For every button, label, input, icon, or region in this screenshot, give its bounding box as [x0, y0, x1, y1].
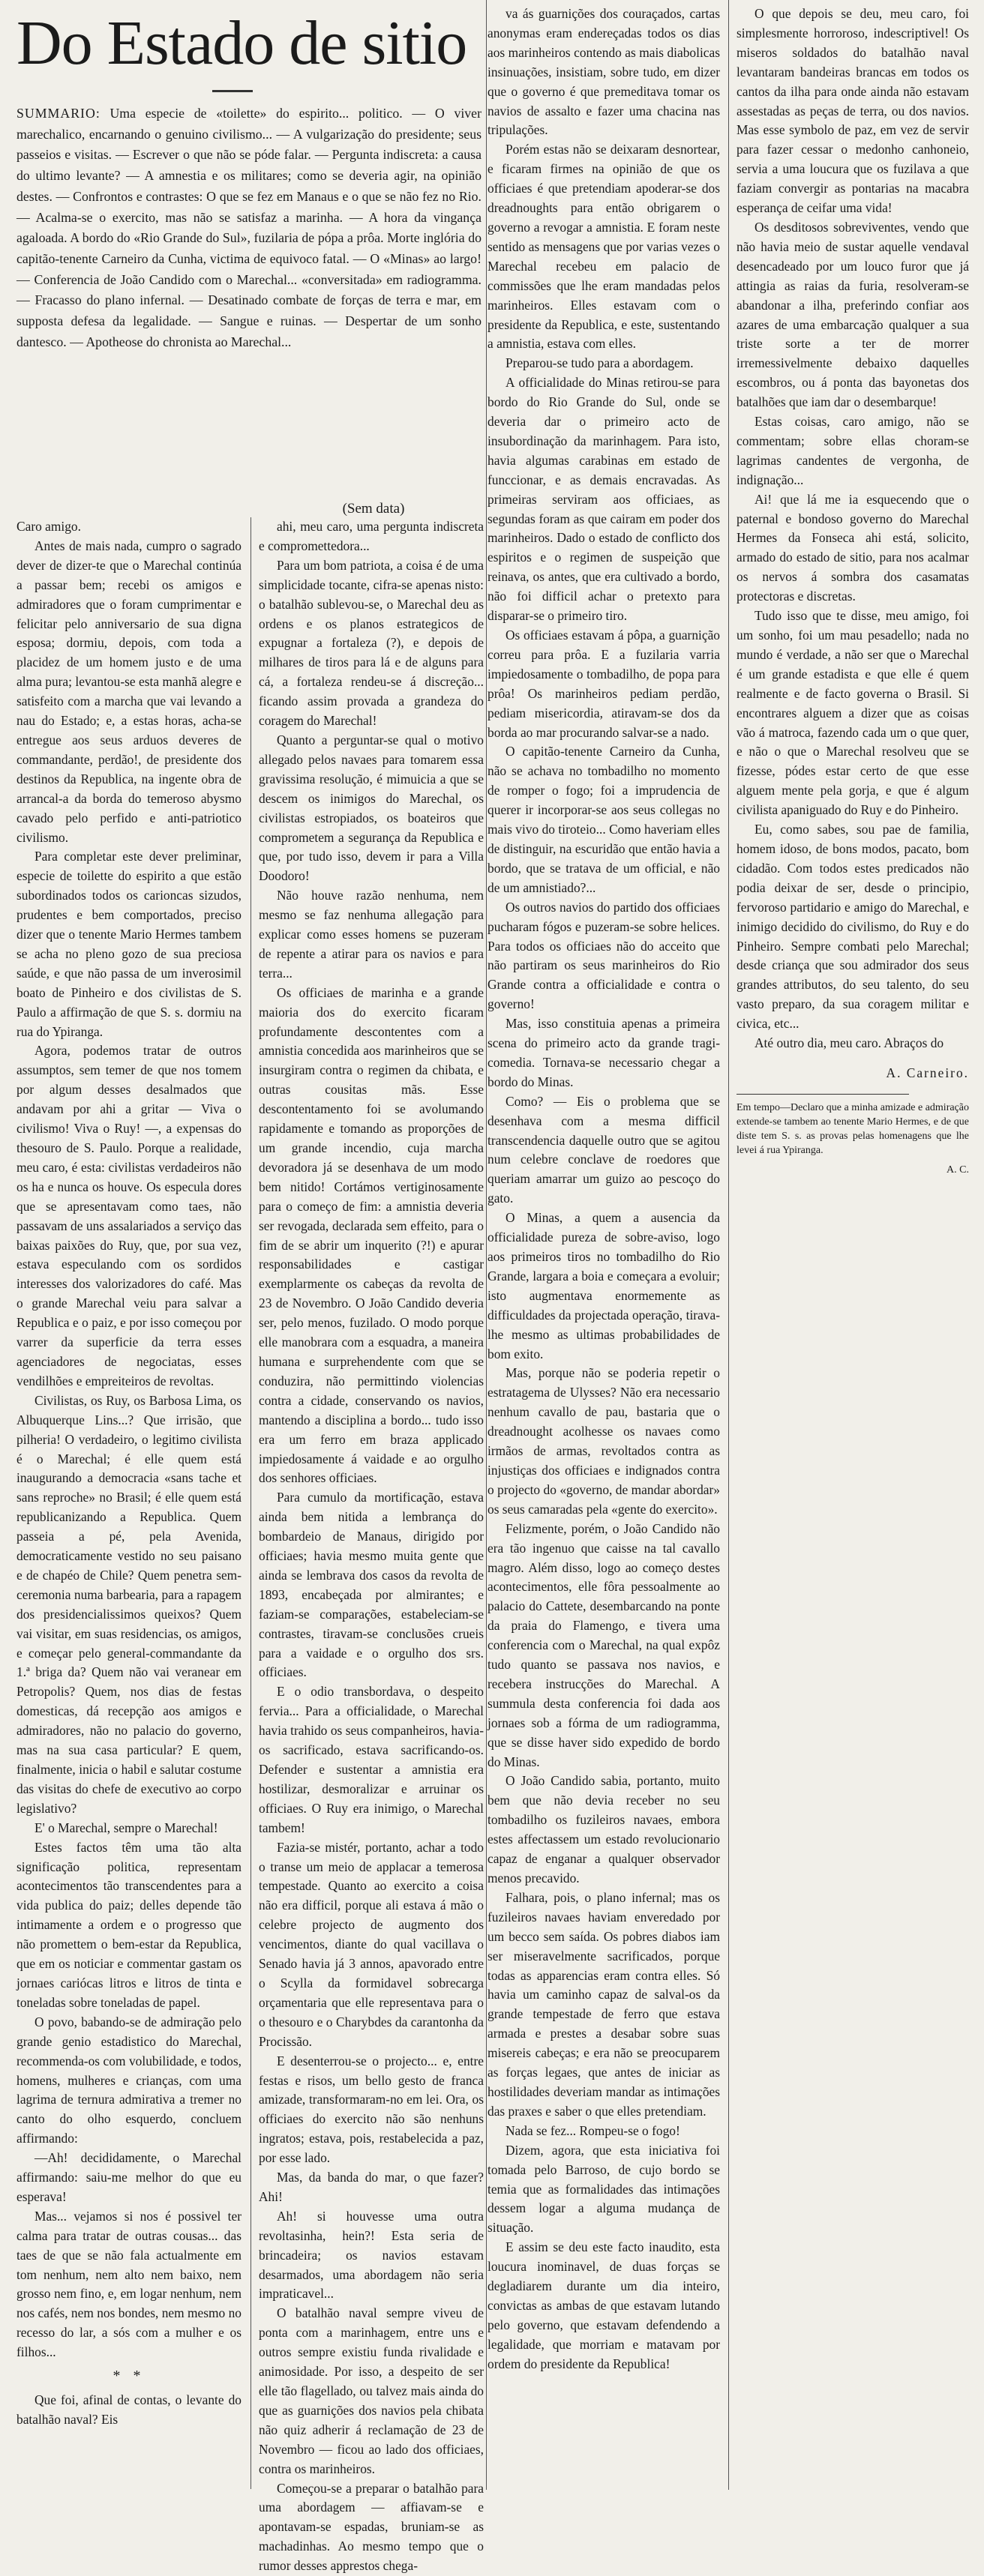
paragraph: Não houve razão nenhuma, nem mesmo se faz nenhuma allegação para explicar como esses homens se puzeram de repente a atirar para os navios e para terra... — [259, 888, 484, 981]
paragraph: Para completar este dever preliminar, especie de toilette do espirito a que estão subordinados todos os carioncas sizudos, prudentes e bem comportados, preciso dizer que o tenente Mario Hermes tambem se acha no pleno gozo de sua preciosa saúde, e que não passa de um inverosimil boato de Pinheiro e dos civilistas de S. Paulo a affirmação de que S. s. dormiu na rua do Ypiranga. — [16, 849, 242, 1039]
paragraph: Para cumulo da mortificação, estava ainda bem nitida a lembrança do bombardeio de Manaus, dirigido por officiaes; havia mesmo muita gente que ainda se lembrava dos casos da revolta de 1893, encabeçada por almirantes; e faziam-se comparações, estabeleciam-se contrastes, tiravam-se conclusões crueis para a vaidade e o orgulho dos srs. officiaes. — [259, 1490, 484, 1680]
paragraph: Civilistas, os Ruy, os Barbosa Lima, os Albuquerque Lins...? Que irrisão, que pilheria! O verdadeiro, o legitimo civilista é o Marechal; é elle quem está inaugurando a democracia «sans tache et sans reproche» no Brasil; é elle quem está republicanizando a Republica. Quem passeia a pé, pela Avenida, democraticamente vestido no seu paisano e de chapéo de Chile? Quem penetra sem-ceremonia numa barbearia, para a rapagem dos presidencialissimos queixos? Quem vai visitar, em suas residencias, os amigos, e começar pelo general-commandante da 1.ª briga da? Quem não vai veranear em Petropolis? Quem, nos dias de festas domesticas, dá recepção aos amigos e admiradores, não no palacio do governo, mas na sua casa particular? E quem, finalmente, inicia o habil e salutar costume das visitas do chefe de executivo ao corpo legislativo? — [16, 1392, 242, 1816]
paragraph: Agora, podemos tratar de outros assumptos, sem temer de que nos tomem por algum desses desalmados que andavam por ahi a gritar — Viva o civilismo! Viva o Ruy! —, a expensas do thesouro de S. Paulo. Porque a realidade, meu caro, é esta: civilistas verdadeiros não os ha e nunca os houve. Os especula dores que se apresentavam como taes, não passavam de uns assalariados a serviço das baixas paixões do Ruy, que, por sua vez, estava especulando com os sordidos interesses dos valorizadores do café. Mas o grande Marechal veiu para salvar a Republica e o paiz, e por isso começou por varrer da superficie da terra esses agenciadores de negociatas, esses vendilhões e empreiteiros de revoltas. — [16, 1043, 242, 1388]
paragraph: Falhara, pois, o plano infernal; mas os fuzileiros navaes haviam enveredado por um becco sem saída. Os pobres diabos iam ser miseravelmente sacrificados, porque todas as apparencias eram contra elles. Só havia um caminho capaz de salval-os da grande tempestade de ferro que estava armada e prestes a desabar sobre suas misereis cabeças; e era não se preocuparem as forças legaes, que antes de iniciar as hostilidades deveriam mandar as intimações das praxes e saber o que elles pretendiam. — [488, 1889, 720, 2119]
signature: A. Carneiro. — [886, 1065, 969, 1080]
paragraph: O que depois se deu, meu caro, foi simplesmente horroroso, indescriptivel! Os miseros soldados do batalhão naval levantaram bandeiras brancas em todos os cantos da ilha para onde ainda não estavam assestadas as peças de terra, ou dos navios. Mas esse symbolo de paz, em vez de servir para fazer cessar o medonho canhoneio, servia a uma loucura que os fuzilava a que faziam convergir as pontarias na macabra esperança de ceifar uma vida! — [736, 6, 969, 216]
paragraph: O João Candido sabia, portanto, muito bem que não devia receber no seu tombadilho os fuzileiros navaes, embora estes affectassem um estado revolucionario capaz de enganar a qualquer observador menos precavido. — [488, 1773, 720, 1886]
paragraph: Dizem, agora, que esta iniciativa foi tomada pelo Barroso, de cujo bordo se temia que as formalidades das intimações dessem logar a alguma mudança de situação. — [488, 2142, 720, 2236]
paragraph: Mas... vejamos si nos é possivel ter calma para tratar de outras cousas... das taes de que se não fala actualmente em tom nenhum, nem alto nem baixo, nem grosso nem fino, e, em logar nenhum, nem nos cafés, nem nos bondes, nem mesmo no recesso do lar, a sós com a mulher e os filhos... — [16, 2208, 242, 2360]
paragraph: Quanto a perguntar-se qual o motivo allegado pelos navaes para tomarem essa gravissima resolução, é mimuicia a que se descem os inimigos do Marechal, os civilistas estropiados, os boateiros que comprometem a segurança da Republica e que, por tudo isso, devem ir para a Villa Doodoro! — [259, 732, 484, 884]
paragraph: Nada se fez... Rompeu-se o fogo! — [506, 2122, 680, 2138]
footnote-separator — [736, 1094, 909, 1095]
paragraph: Mas, porque não se poderia repetir o estratagema de Ulysses? Não era necessario nenhum cavallo de pau, bastaria que o dreadnought acolhesse os navaes como irmãos de armas, revoltados contra as injustiças dos officiaes e indignados contra o projecto do «governo, de mandar abordar» os seus camaradas pela «gente do exercito». — [488, 1365, 720, 1517]
paragraph: Estes factos têm uma tão alta significação politica, representam acontecimentos tão transcendentes para a vida publica do paiz; delles depende tão intimamente a ordem e o progresso que não promettem o bem-estar da Republica, que em os noticiar e commentar gastam os jornaes cariócas litros e litros de tinta e toneladas sobre toneladas de papel. — [16, 1839, 242, 2010]
column-divider — [728, 0, 729, 2490]
paragraph: E desenterrou-se o projecto... e, entre festas e risos, um bello gesto de franca amizade, transformaram-no em lei. Ora, os officiaes do exercito não são nenhuns ingratos; estava, pois, restabelecida a paz, por esse lado. — [259, 2053, 484, 2166]
paragraph: Que foi, afinal de contas, o levante do batalhão naval? Eis — [16, 2392, 242, 2427]
paragraph: Até outro dia, meu caro. Abraços do — [754, 1035, 944, 1051]
summary-block — [16, 103, 482, 352]
paragraph: Tudo isso que te disse, meu amigo, foi um sonho, foi um mau pesadello; nada no mundo é verdade, a não ser que o Marechal é um grande estadista e que elle é quem realmente e de facto governa o Brasil. Si encontrares alguem a dizer que as coisas vão á matroca, fazendo cada um o que quer, e não o que o Marechal resolveu que se fizesse, pódes estar certo de que esse alguem mente pela gorja, e que é algum civilista apaniguado do Ruy e do Pinheiro. — [736, 608, 969, 818]
paragraph: Para um bom patriota, a coisa é de uma simplicidade tocante, cifra-se apenas nisto: o batalhão sublevou-se, o Marechal deu as ordens e os planos estrategicos de expugnar a fortaleza (?), e depois de milhares de tiros para lá e de alguns para cá, a fortaleza rendeu-se á discreção... ficando assim provada a grandeza do coragem do Marechal! — [259, 557, 484, 729]
column-1 — [16, 517, 242, 2430]
paragraph: O Minas, a quem a ausencia da officialidade pureza de sobre-aviso, logo aos primeiros tiros no tombadilho do Rio Grande, largara a boia e começara a evoluir; isto augmentava enormemente as difficuldades da projectada operação, tirava-lhe mesmo as ultimas probabilidades de bom exito. — [488, 1210, 720, 1361]
paragraph: Os desditosos sobreviventes, vendo que não havia meio de sustar aquelle vendaval desencadeado por um louco furor que já attingia as raias da furia, resolveram-se abandonar a ilha, preferindo confiar aos azares de uma embarcação qualquer a sua triste sorte a ter de morrer irremessivelmente debaixo daquelles escombros, ou á ponta das bayonetas dos batalhões que iam dar o desembarque! — [736, 219, 969, 410]
paragraph: ahi, meu caro, uma pergunta indiscreta e compromettedora... — [259, 519, 484, 553]
paragraph: Os officiaes de marinha e a grande maioria dos do exercito ficaram profundamente descontentes com a amnistia concedida aos marinheiros que se insurgiram contra o regimen da chibata, e outras cousitas mãs. Esse descontentamento foi se avolumando rapidamente e tomando as proporções de um grande incendio, cuja marcha devoradora já se desenhava de um modo bem nitido! Cortámos vertiginosamente para o começo de fim: a amnistia deveria ser revogada, declarada sem effeito, para o fim de se abrir um inquerito (?!) e apurar responsabilidades e castigar exemplarmente os cabeças da revolta de 23 de Novembro. O João Candido deveria ser, pelo menos, fuzilado. O modo porque elle manobrara com a esquadra, a maneira humana e surprehendente com que se conduzira, não permittindo violencias contra a cidade, conservando os navios, mantendo a disciplina a bordo... tudo isso era um ferro em braza applicado impiedosamente á vaidade e ao orgulho dos senhores officiaes. — [259, 984, 484, 1486]
footnote: Em tempo—Declaro que a minha amizade e admiração extende-se tambem ao tenente Mario Hermes, e de que diste tem S. s. as provas pelas homenagens que lhe levei á rua Ypiranga. — [736, 1101, 969, 1156]
column-divider — [486, 0, 487, 2490]
section-stars: * * — [112, 2368, 146, 2385]
paragraph: Preparou-se tudo para a abordagem. — [506, 355, 694, 371]
salutation: Caro amigo. — [16, 519, 81, 534]
paragraph: E o odio transbordava, o despeito fervia... Para a officialidade, o Marechal havia trahido os seus companheiros, havia-os sacrificado, estava sacrificando-os. Defender e sustentar a amnistia era hostilizar, desmoralizar e arruinar os officiaes. O Ruy era inimigo, o Marechal tambem! — [259, 1684, 484, 1835]
paragraph: Começou-se a preparar o batalhão para uma abordagem — affiavam-se e apontavam-se espadas, bruniam-se as machadinhas. Ao mesmo tempo que o rumor desses apprestos chega- — [259, 2480, 484, 2574]
column-4 — [736, 4, 969, 1180]
summary-lead: SUMMARIO: — [16, 106, 100, 121]
paragraph: Eu, como sabes, sou pae de familia, homem idoso, de bons modos, pacato, bom cidadão. Com todos estes predicados não podia deixar de ser, desde o principio, fervoroso partidario e amigo do Marechal, e inimigo decidido do civilismo, do Ruy e do Pinheiro. Sempre combati pelo Marechal; desde criança que sou admirador dos seus grandes attributos, do seu talento, do seu vasto preparo, da sua coragem militar e civica, etc... — [736, 822, 969, 1032]
paragraph: Como? — Eis o problema que se desenhava com a mesma difficil transcendencia daquelle outro que se agitou num celebre conclave de roedores que queriam amarrar um guizo ao pescoço do gato. — [488, 1093, 720, 1206]
paragraph: Porém estas não se deixaram desnortear, e ficaram firmes na opinião de que os officiaes é que pretendiam apoderar-se dos dreadnoughts para então obrigarem o governo a revogar a amnistia. E foram neste sentido as mensagens que por varias vezes o Marechal recebeu em palacio de commissões que lhe eram mandadas pelos marinheiros. Elles estavam com o presidente da Republica, e este, sustentando a amnistia, estava com elles. — [488, 142, 720, 352]
summary-text: Uma especie de «toilette» do espirito... politico. — O viver marechalico, encarnando o genuino civilismo... — A vulgarização do presidente; seus passeios e visitas. — Escrever o que não se póde falar. — Pergunta indiscreta: a causa do ultimo levante? — A amnestia e os militares; como se deveria agir, na opinião destes. — Confrontos e contrastes: O que se fez em Manaus e o que se não fez no Rio. — Acalma-se o exercito, mas não se satisfaz a marinha. — A hora da vingança agaloada. A bordo do «Rio Grande do Sul», fuzilaria de pópa a prôa. Morte inglória do capitão-tenente Carneiro da Cunha, victima de equivoco fatal. — O «Minas» ao largo! — Conferencia de João Candido com o Marechal... «conversitada» em radiogramma. — Fracasso do plano infernal. — Desatinado combate de forças de terra e mar, em supposta defesa da legalidade. — Sangue e ruinas. — Despertar de um sonho dantesco. — Apotheose do chronista ao Marechal... — [16, 106, 482, 349]
paragraph: va ás guarnições dos couraçados, cartas anonymas eram endereçadas todos os dias aos marinheiros contendo as mais diabolicas insinuações, insistiam, sobre tudo, em dizer que o governo é que premeditava tomar os navios de assalto e fazer uma chacina nas tripulações. — [488, 6, 720, 138]
column-divider — [250, 517, 251, 2489]
footnote-initials: A. C. — [946, 1164, 969, 1176]
column-2 — [259, 517, 484, 2576]
paragraph: —Ah! decididamente, o Marechal affirmando: saiu-me melhor do que eu esperava! — [16, 2150, 242, 2204]
paragraph: O povo, babando-se de admiração pelo grande genio estadistico do Marechal, recommenda-os com volubilidade, e todos, homens, mulheres e crianças, com uma lagrima de ternura admirativa a tremer no canto do olho esquerdo, concluem affirmando: — [16, 2014, 242, 2146]
paragraph: Antes de mais nada, cumpro o sagrado dever de dizer-te que o Marechal continúa a passar bem; recebi os amigos e admiradores que o foram cumprimentar e felicitar pelo anniversario de sua digna esposa; dormiu, depois, com toda a placidez de um homem justo e de uma alma pura; levantou-se esta manhã alegre e satisfeito com a marcha que vai levando a nau do Estado; e, a estas horas, acha-se entregue aos seus arduos deveres de commandante, perdão!, de presidente dos destinos da Republica, na ingente obra de arrancal-a da borda do temeroso abysmo cavado pelo perfido e anti-patriotico civilismo. — [16, 538, 242, 845]
paragraph: Mas, isso constituia apenas a primeira scena do primeiro acto da grande tragi-comedia. Tornava-se necessario chegar a bordo do Minas. — [488, 1016, 720, 1089]
paragraph: O batalhão naval sempre viveu de ponta com a marinhagem, entre uns e outros sempre existiu funda rivalidade e animosidade. Por isso, a despeito de ser elle tão flagellado, ou talvez mais ainda do que as guarnições dos navios pela chibata não quiz adherir á reclamação de 23 de Novembro — ficou ao lado dos officiaes, contra os marinheiros. — [259, 2305, 484, 2476]
paragraph: O capitão-tenente Carneiro da Cunha, não se achava no tombadilho no momento de romper o fogo; foi a imprudencia de querer ir incorporar-se aos seus collegas no mais vivo do tiroteio... Como haveriam elles de distinguir, na escuridão que então havia a bordo, que se tratava de um official, e não de um amnistiado?... — [488, 744, 720, 895]
paragraph: Ah! si houvesse uma outra revoltasinha, hein?! Esta seria de brincadeira; os navios estavam desarmados, uma abordagem não seria impraticavel... — [259, 2208, 484, 2302]
paragraph: Fazia-se mistér, portanto, achar a todo o transe um meio de applacar a temerosa tempestade. Quanto ao exercito a coisa não era difficil, porque ali estava á mão o celebre projecto de augmento dos vencimentos, diante do qual vacillava o Senado havia já 3 annos, apavorado entre o Scylla da formidavel sobrecarga orçamentaria que elle representava para o o thesouro e o Charybdes da carantonha da Procissão. — [259, 1839, 484, 2049]
paragraph: Ai! que lá me ia esquecendo que o paternal e bondoso governo do Marechal Hermes da Fonseca ahi está, solicito, armado do estado de sitio, para nos acalmar os nervos á sombra dos casamatas protectoras e discretas. — [736, 491, 969, 604]
date-note: (Sem data) — [342, 501, 405, 517]
column-3 — [488, 4, 720, 2374]
title-underline — [212, 90, 253, 92]
paragraph: A officialidade do Minas retirou-se para bordo do Rio Grande do Sul, onde se deveria dar o primeiro acto de insubordinação da marinhagem. Para isto, havia algumas carabinas em estado de funccionar, e as demais encravadas. As primeiras serviram aos officiaes, as segundas foram as que cairam em poder dos marinheiros. Dado o estado de conflicto dos espiritos e o regimen de suspeição que reinava, os antes, que era cultivado a bordo, não foi difficil achar o pretexto para disparar-se o primeiro tiro. — [488, 375, 720, 624]
paragraph: Mas, da banda do mar, o que fazer? Ahi! — [259, 2170, 484, 2204]
paragraph: Os outros navios do partido dos officiaes pucharam fógos e puzeram-se sobre helices. Para todos os officiaes não do acceito que não partiram os seus marinheiros do Rio Grande contra a officialidade e contra o governo! — [488, 899, 720, 1012]
paragraph: E' o Marechal, sempre o Marechal! — [34, 1820, 218, 1835]
page-title: Do Estado de sitio — [16, 8, 467, 78]
paragraph: Os officiaes estavam á pôpa, a guarnição correu para prôa. E a fuzilaria varria impiedosamente o tombadilho, de popa para prôa! Os marinheiros pediam perdão, pediam misericordia, atiravam-se dos da borda ao mar procurando salvar-se a nado. — [488, 628, 720, 740]
paragraph: Felizmente, porém, o João Candido não era tão ingenuo que caisse na tal cavallo magro. Além disso, logo ao começo destes acontecimentos, elle fôra pessoalmente ao palacio do Cattete, desembarcando na ponte da praia do Flamengo, e tivera uma conferencia com o Marechal, na qual expôz tudo quanto se passava nos navios, e recebera instrucções do Marechal. A summula desta conferencia foi dada aos jornaes sob a fórma de um radiogramma, que se disse haver sido expedido de bordo do Minas. — [488, 1520, 720, 1769]
paragraph: E assim se deu este facto inaudito, esta loucura inominavel, de duas forças se degladiarem durante um dia inteiro, convictas as ambas de que estavam lutando pelo governo, que estavam defendendo a legalidade, que morriam e matavam por ordem do presidente da Republica! — [488, 2239, 720, 2371]
paragraph: Estas coisas, caro amigo, não se commentam; sobre ellas choram-se lagrimas candentes de vergonha, de indignação... — [736, 414, 969, 487]
